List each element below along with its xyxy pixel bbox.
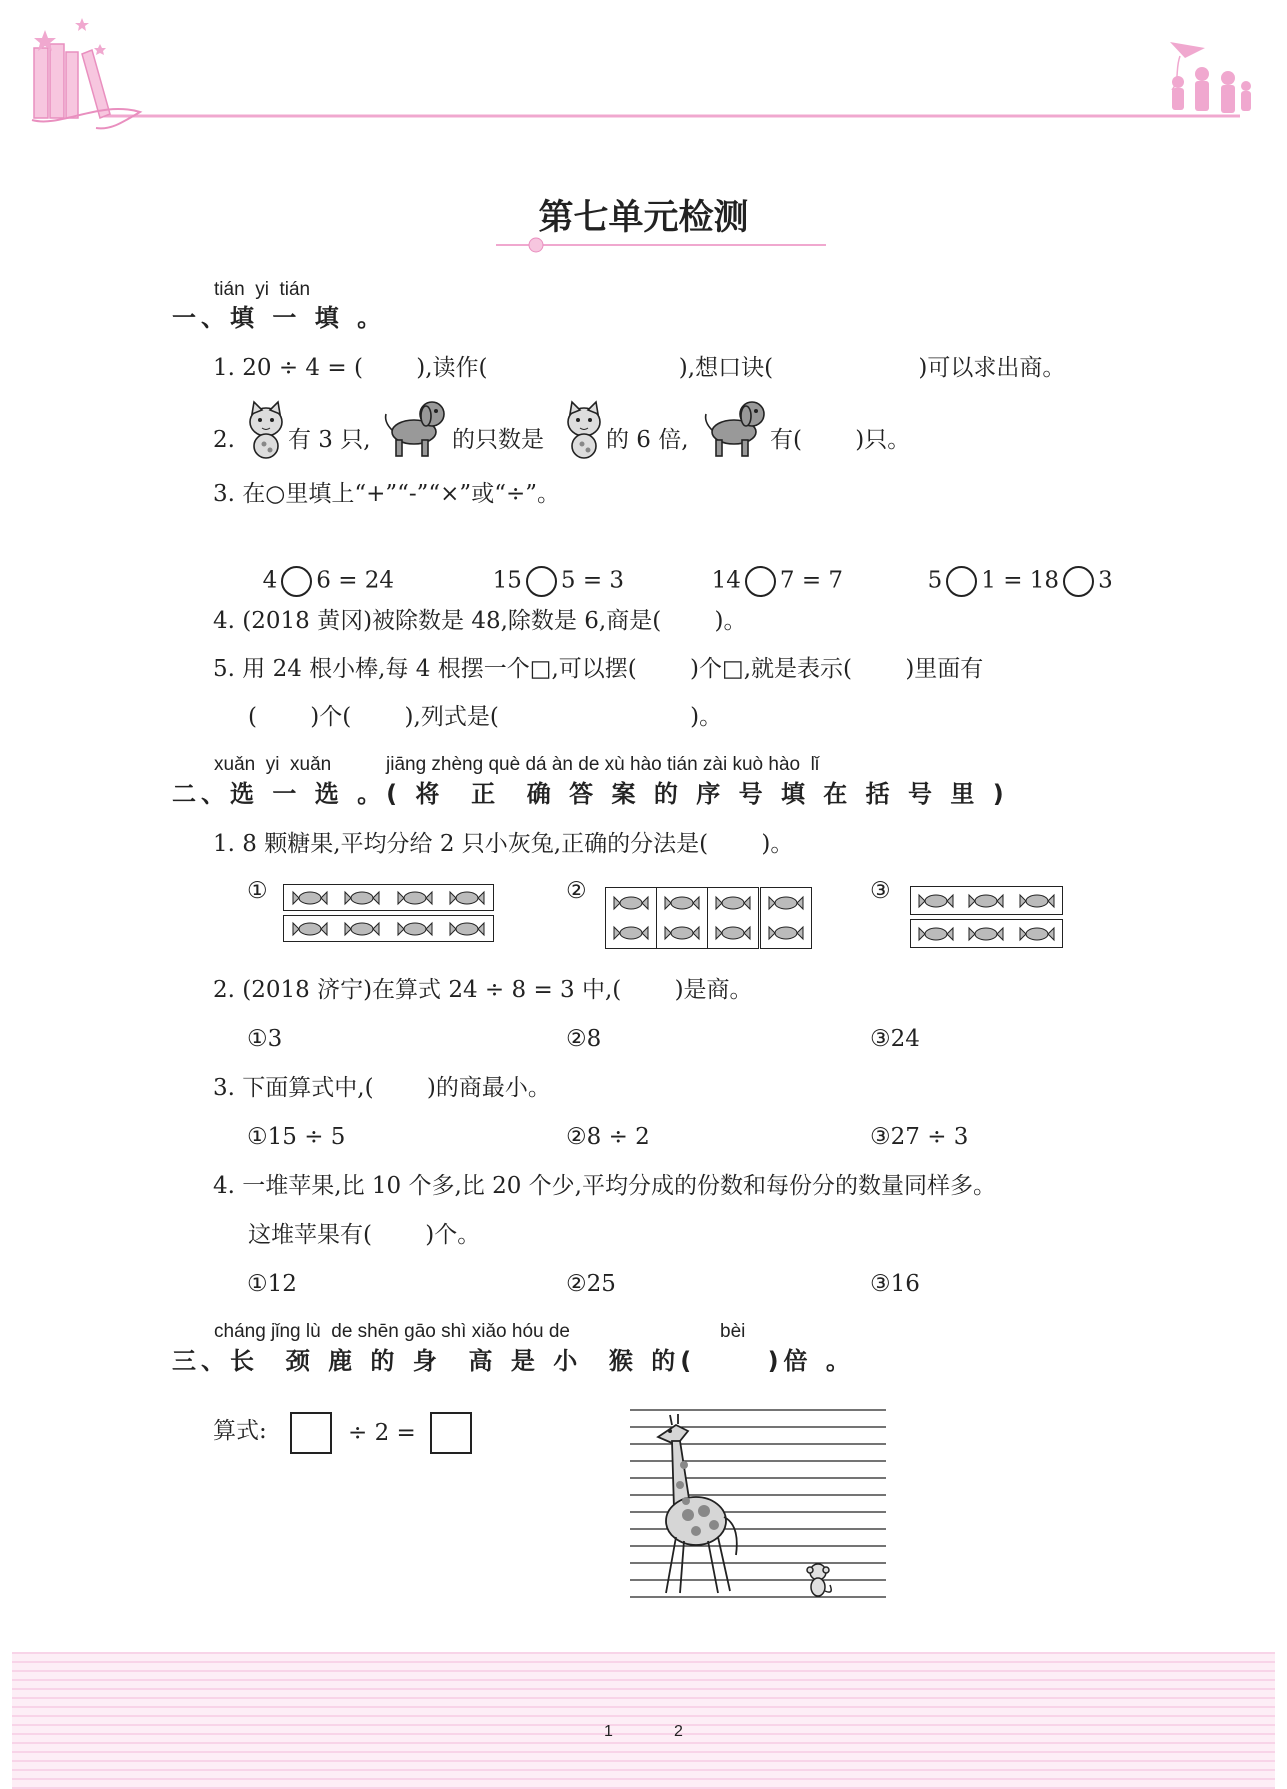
header-line-art [0,0,1287,140]
candy-icon [397,921,433,937]
s1-q2-part3: 的 6 倍, [606,427,689,453]
candy-icon [449,921,485,937]
page-title: 第七单元检测 [538,197,749,238]
s2-q2: 2. (2018 济宁)在算式 24 ÷ 8 = 3 中,( )是商。 [213,977,753,1003]
candy-icon [344,921,380,937]
equation-3: 14 7 = 7 [697,543,843,597]
candy-group [283,915,494,942]
s2-q4-option-c: ③16 [870,1271,920,1297]
candy-icon [1019,926,1055,942]
giraffe-icon [658,1414,737,1593]
option-2-label: ② [566,878,587,904]
s1-q1: 1. 20 ÷ 4 = ( ),读作( ),想口诀( )可以求出商。 [213,355,1066,381]
candy-icon [1019,893,1055,909]
s2-q4-option-a: ①12 [247,1271,297,1297]
candy-group [910,886,1063,915]
operator-circle[interactable] [745,566,776,597]
section1-heading: 一、填 一 填 。 [172,304,387,332]
candy-icon [968,893,1004,909]
s2-q4-option-b: ②25 [566,1271,616,1297]
option-3-label: ③ [870,878,891,904]
s2-q1: 1. 8 颗糖果,平均分给 2 只小灰兔,正确的分法是( )。 [213,831,794,857]
candy-icon [664,925,700,941]
operator-circle[interactable] [526,566,557,597]
equation-2: 15 5 = 3 [478,543,624,597]
s2-q4-line2: 这堆苹果有( )个。 [248,1222,481,1248]
candy-icon [918,926,954,942]
section1-pinyin: tián yi tián [214,279,311,300]
candy-icon [613,925,649,941]
candy-icon [397,890,433,906]
s2-q3: 3. 下面算式中,( )的商最小。 [213,1075,551,1101]
family-silhouette-icon [1170,42,1251,113]
s2-q3-option-c: ③27 ÷ 3 [870,1124,969,1150]
header-decoration [0,0,1287,140]
formula-label: 算式: [213,1418,267,1444]
candy-icon [715,895,751,911]
section2-pinyin-a: xuǎn yi xuǎn [214,754,332,775]
s2-q2-option-c: ③24 [870,1026,920,1052]
candy-icon [918,893,954,909]
candy-icon [292,921,328,937]
s1-q5-line2: ( )个( ),列式是( )。 [248,704,723,730]
s1-q2-number: 2. [213,427,235,453]
s2-q2-option-a: ①3 [247,1026,283,1052]
operator-circle[interactable] [1063,566,1094,597]
s2-q2-option-b: ②8 [566,1026,602,1052]
page-number-digit-1: 1 [604,1723,613,1740]
s1-q3: 3. 在○里填上“+”“-”“×”或“÷”。 [213,481,560,507]
section2-heading: 二、选 一 选 。( 将 正 确 答 案 的 序 号 填 在 括 号 里 ) [172,780,1009,808]
candy-group [656,887,708,949]
candy-icon [449,890,485,906]
answer-box[interactable] [290,1412,332,1454]
formula-operator: ÷ 2 = [348,1420,416,1446]
giraffe-height-illustration [628,1405,888,1605]
s2-q3-option-b: ②8 ÷ 2 [566,1124,650,1150]
footer-band [12,1652,1275,1789]
candy-group [910,919,1063,948]
candy-icon [344,890,380,906]
candy-group [283,884,494,911]
candy-icon [292,890,328,906]
candy-icon [968,926,1004,942]
section3-heading: 三、长 颈 鹿 的 身 高 是 小 猴 的( )倍 。 [172,1347,855,1375]
s2-q3-option-a: ①15 ÷ 5 [247,1124,346,1150]
candy-icon [715,925,751,941]
books-icon [34,44,110,118]
cat-icon [242,400,290,462]
section2-pinyin-b: jiāng zhèng què dá àn de xù hào tián zài kuò hào lǐ [386,754,820,775]
operator-circle[interactable] [281,566,312,597]
s1-q2-part1: 有 3 只, [288,427,371,453]
option-1-label: ① [247,878,268,904]
s1-q2-part2: 的只数是 [452,427,544,453]
dog-icon [700,396,770,460]
equation-4: 5 1 = 18 3 [913,543,1113,597]
candy-icon [768,925,804,941]
operator-circle[interactable] [946,566,977,597]
candy-group [707,887,759,949]
section3-pinyin-a: cháng jǐng lù de shēn gāo shì xiǎo hóu de [214,1321,570,1342]
s1-q4: 4. (2018 黄冈)被除数是 48,除数是 6,商是( )。 [213,608,747,634]
cat-icon [560,400,608,462]
candy-icon [613,895,649,911]
dog-icon [380,396,450,460]
s1-q5-line1: 5. 用 24 根小棒,每 4 根摆一个□,可以摆( )个□,就是表示( )里面有 [213,656,984,682]
page-number-digit-2: 2 [674,1723,683,1740]
candy-group [605,887,657,949]
s2-q4-line1: 4. 一堆苹果,比 10 个多,比 20 个少,平均分成的份数和每份分的数量同样多。 [213,1173,996,1199]
s1-q2-part4: 有( )只。 [770,427,911,453]
equation-1: 4 6 = 24 [248,543,394,597]
candy-group [760,887,812,949]
candy-icon [664,895,700,911]
answer-box[interactable] [430,1412,472,1454]
section3-pinyin-b: bèi [720,1321,746,1342]
title-underline [496,235,826,255]
candy-icon [768,895,804,911]
